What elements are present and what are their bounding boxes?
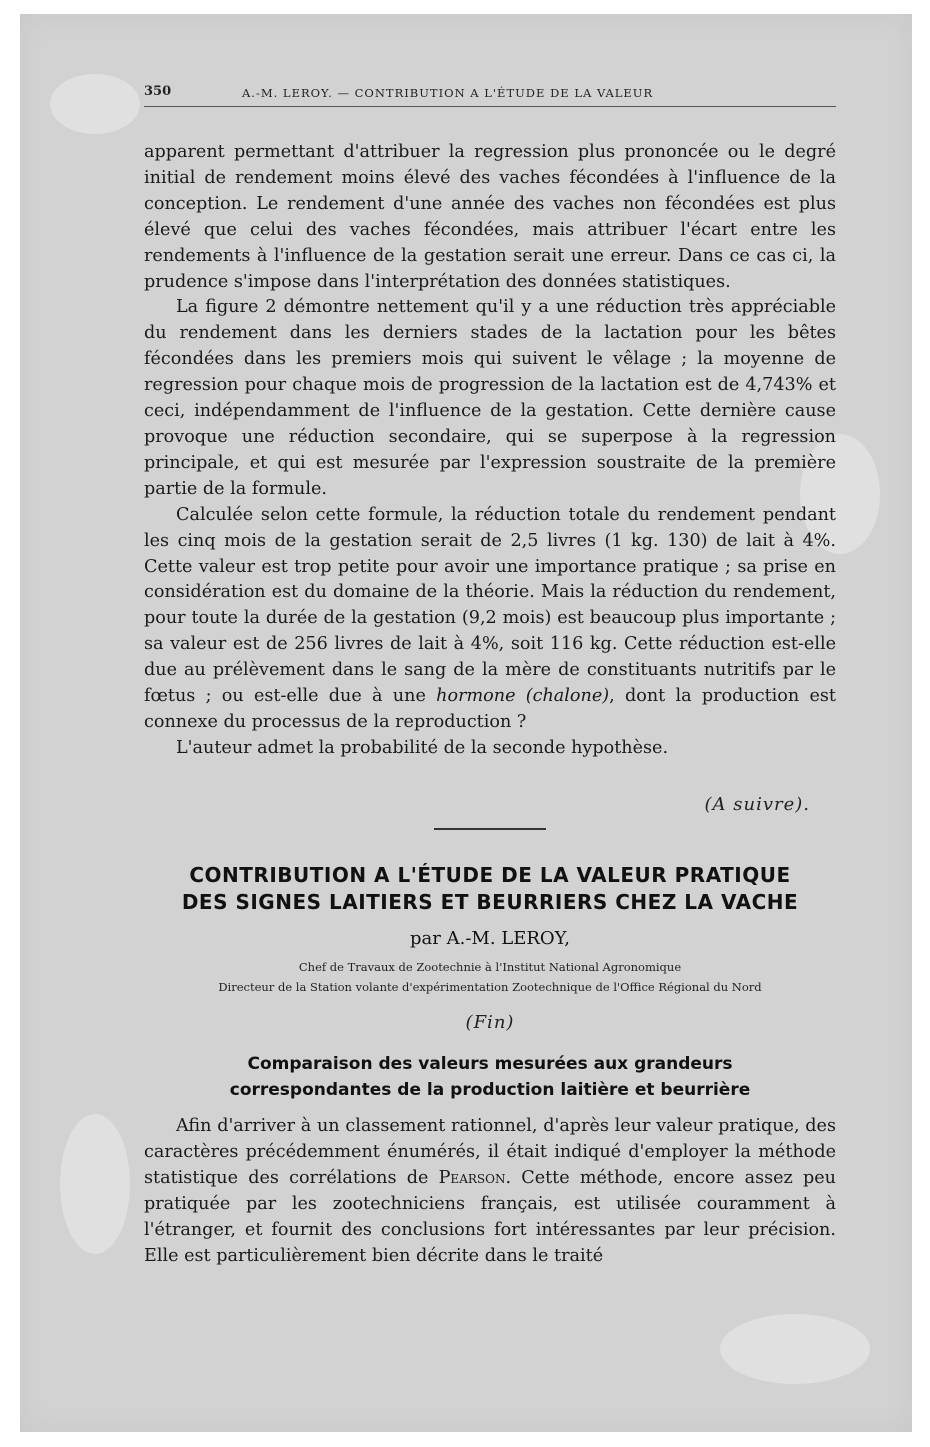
author-affiliation bbox=[144, 957, 836, 997]
text-run: , dont la production est connexe du processus de la reproduction ? bbox=[144, 686, 836, 732]
paragraph: apparent permettant d'attribuer la regression plus prononcée ou le degré initial de rendement moins élevé des vaches fécondées à l'influence de la conception. Le rendement d'une année des vaches non fécondées est plus élevé que celui des vaches fécondées, mais attribuer l'écart entre les rendements à l'influence de la gestation serait une erreur. Dans ce cas ci, la prudence s'impose dans l'interprétation des données statistiques. bbox=[144, 142, 836, 292]
fin-label: (Fin) bbox=[465, 1012, 515, 1033]
paragraph: L'auteur admet la probabilité de la seconde hypothèse. bbox=[176, 737, 669, 758]
heading-line: Comparaison des valeurs mesurées aux grandeurs bbox=[247, 1054, 733, 1074]
paper-stain bbox=[50, 74, 140, 134]
paper-stain bbox=[60, 1114, 130, 1254]
paragraph bbox=[144, 1114, 836, 1269]
section-separator bbox=[434, 828, 546, 830]
author-byline: par A.-M. LEROY, bbox=[410, 928, 570, 949]
text-run: Calculée selon cette formule, la réduction totale du rendement pendant les cinq mois de la gestation serait de 2,5 livres (1 kg. 130) de lait à 4%. Cette valeur est trop petite pour avoir une importance pratique ; sa prise en considération est du domaine de la théorie. Mais la réduction du rendement, pour toute la durée de la gestation (9,2 mois) est beaucoup plus importante ; sa valeur est de 256 livres de lait à 4%, soit 116 kg. Cette réduction est-elle due au prélèvement dans le sang de la mère de constituants nutritifs par le fœtus ; ou est-elle due à une bbox=[144, 504, 836, 707]
paper-stain bbox=[720, 1314, 870, 1384]
heading-line: correspondantes de la production laitière et beurrière bbox=[229, 1080, 751, 1100]
title-line: DES SIGNES LAITIERS ET BEURRIERS CHEZ LA VACHE bbox=[181, 890, 799, 914]
text-run: . Cette méthode, encore assez peu pratiquée par les zootechniciens français, est utilisée couramment à l'étranger, et fournit des conclusions fort intéressantes par leur précision. Elle est particulièrement bien décrite dans le traité bbox=[144, 1167, 836, 1266]
paragraph: La figure 2 démontre nettement qu'il y a une réduction très appréciable du rendement dans les derniers stades de la lactation pour les bêtes fécondées dans les premiers mois qui suivent le vêlage ; la moyenne de regression pour chaque mois de progression de la lactation est de 4,743% et ceci, indépendamment de l'influence de la gestation. Cette dernière cause provoque une réduction secondaire, qui se superpose à la regression principale, et qui est mesurée par l'expression soustraite de la première partie de la formule. bbox=[144, 297, 836, 499]
affiliation-line: Directeur de la Station volante d'expérimentation Zootechnique de l'Office Régional du Nord bbox=[218, 980, 762, 994]
running-title: A.-M. LEROY. — CONTRIBUTION A L'ÉTUDE DE LA VALEUR bbox=[242, 86, 654, 100]
section-heading bbox=[144, 1051, 836, 1103]
title-line: CONTRIBUTION A L'ÉTUDE DE LA VALEUR PRATIQUE bbox=[189, 863, 791, 887]
running-header bbox=[144, 84, 836, 107]
italic-term: hormone (chalone) bbox=[436, 686, 610, 707]
paragraph bbox=[144, 503, 836, 736]
article-title bbox=[144, 862, 836, 916]
page-number: 350 bbox=[144, 84, 172, 99]
a-suivre-note: (A suivre). bbox=[704, 794, 810, 815]
author-name: Pearson bbox=[438, 1167, 506, 1188]
text-run: Afin d'arriver à un classement rationnel, d'après leur valeur pratique, des caractères précédemment énumérés, il était indiqué d'employer la méthode statistique des corrélations de bbox=[144, 1116, 836, 1188]
article-text bbox=[144, 1114, 836, 1269]
continued-text bbox=[144, 140, 836, 762]
affiliation-line: Chef de Travaux de Zootechnie à l'Institut National Agronomique bbox=[298, 960, 682, 974]
